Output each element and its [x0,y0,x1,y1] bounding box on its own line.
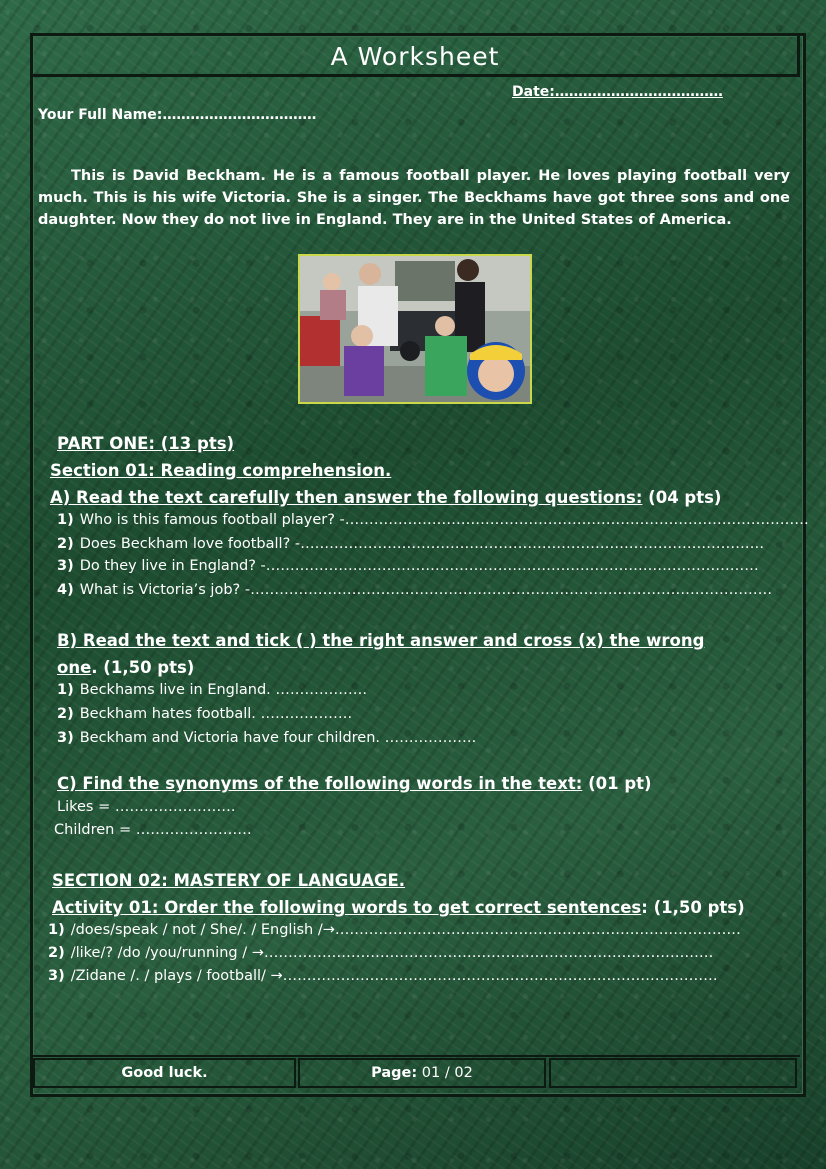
activity-01-points: : (1,50 pts) [641,898,745,917]
section-01-heading: Section 01: Reading comprehension. [50,461,392,480]
date-label: Date: [512,84,555,100]
task-c-points: (01 pt) [582,774,652,793]
title-box [30,33,800,77]
footer-divider [30,1055,800,1057]
task-b-line1: B) Read the text and tick ( ) the right answer and cross (x) the wrong [57,631,705,650]
activity-01-title: Activity 01: Order the following words to get correct sentences [52,898,642,917]
order-item-3: 3) /Zidane /. / plays / football/ →……………………………………………………………………………… [48,968,718,984]
question-b-3: 3) Beckham and Victoria have four children. ………………. [57,730,477,746]
task-b-heading [57,631,704,650]
question-a-2: 2) Does Beckham love football? -…………………………………………………………………………………… [57,536,765,552]
footer-page [298,1058,546,1088]
task-a-heading [50,488,721,507]
question-b-1: 1) Beckhams live in England. ………………. [57,682,368,698]
section-02-heading: SECTION 02: MASTERY OF LANGUAGE. [52,871,406,890]
reading-text: This is David Beckham. He is a famous football player. He loves playing football very much. This is his wife Victoria. She is a singer. The Beckhams have got three sons and one daughter. Now they do not live in England. They are in the United States of America. [38,168,790,228]
footer-good-luck: Good luck. [33,1058,296,1088]
task-a-points: (04 pts) [642,488,722,507]
footer-page-value: 01 / 02 [417,1065,473,1081]
order-item-2: 2) /like/? /do /you/running / →………………………………………………………………………………… [48,945,714,961]
task-b-heading-cont [57,658,194,677]
question-b-2: 2) Beckham hates football. ………………. [57,706,353,722]
task-b-points: . (1,50 pts) [91,658,195,677]
full-name-label: Your Full Name: [38,107,163,123]
full-name-dots: …………………………… [162,107,317,123]
question-a-3: 3) Do they live in England? -………………………………………………………………………………………… [57,558,759,574]
task-a-title: A) Read the text carefully then answer the following questions: [50,488,643,507]
task-c-heading [57,774,652,793]
footer-empty-cell [549,1058,797,1088]
part-one-heading: PART ONE: (13 pts) [57,434,235,453]
full-name-field [38,107,316,123]
date-dots: ……………………………… [554,84,723,100]
order-item-1: 1) /does/speak / not / She/. / English /→………………………………………………………………………… [48,922,741,938]
synonym-likes: Likes = ……………………. [57,799,236,815]
synonym-children: Children = …………………… [54,822,252,838]
activity-01-heading [52,898,745,917]
task-b-line2: one [57,658,92,677]
worksheet-title: A Worksheet [330,42,500,71]
beckham-family-photo [298,254,532,404]
photo-illustration [300,256,530,402]
date-field [512,84,723,100]
question-a-4: 4) What is Victoria’s job? -……………………………………………………………………………………………… [57,582,773,598]
footer-page-label: Page: [371,1065,418,1081]
question-a-1: 1) Who is this famous football player? -…………………………………………………………………………………… [57,512,809,528]
task-c-title: C) Find the synonyms of the following words in the text: [57,774,583,793]
